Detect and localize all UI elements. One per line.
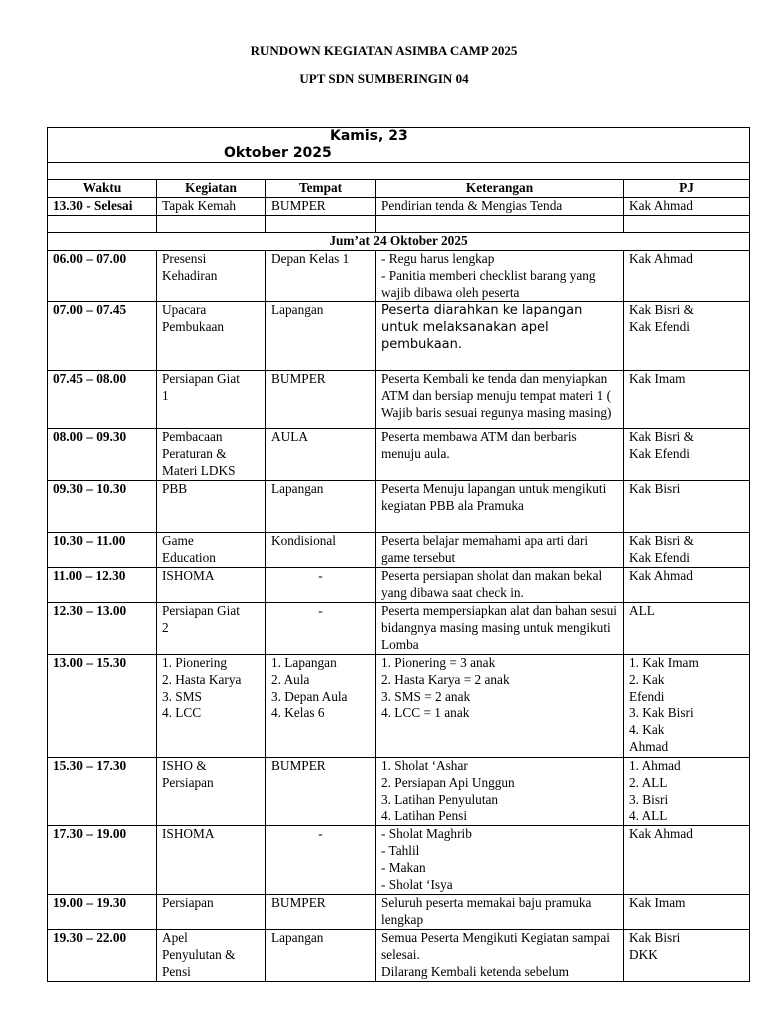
cell-pj: Kak Imam: [624, 371, 750, 429]
cell-tempat: Depan Kelas 1: [266, 250, 376, 302]
day1-line1: Kamis, 23: [330, 128, 408, 144]
cell-pj: Kak Ahmad: [624, 250, 750, 302]
schedule-table: [47, 127, 750, 982]
cell-tempat: 1. Lapangan 2. Aula 3. Depan Aula 4. Kelas 6: [266, 654, 376, 757]
cell-pj: Kak Bisri & Kak Efendi: [624, 429, 750, 481]
document-subtitle: UPT SDN SUMBERINGIN 04: [299, 71, 469, 86]
table-row: [48, 654, 750, 757]
cell-kegiatan: Persiapan Giat 1: [157, 371, 266, 429]
cell-waktu: 19.00 – 19.30: [48, 894, 157, 929]
col-header-kegiatan: Kegiatan: [157, 180, 266, 198]
cell-keterangan: Pendirian tenda & Mengias Tenda: [376, 197, 624, 215]
cell-tempat: Lapangan: [266, 481, 376, 533]
table-row: [48, 371, 750, 429]
cell-pj: Kak Imam: [624, 894, 750, 929]
cell-kegiatan: ISHO & Persiapan: [157, 757, 266, 826]
table-row: [48, 826, 750, 895]
cell-keterangan: Peserta membawa ATM dan berbaris menuju aula.: [376, 429, 624, 481]
cell-pj: Kak Bisri & Kak Efendi: [624, 302, 750, 371]
col-header-keterangan: Keterangan: [376, 180, 624, 198]
table-row: [48, 757, 750, 826]
empty-row: [48, 163, 750, 180]
empty-row: [48, 215, 750, 232]
col-header-waktu: Waktu: [48, 180, 157, 198]
table-row: [48, 197, 750, 215]
cell-kegiatan: Persiapan Giat 2: [157, 602, 266, 654]
cell-tempat: Lapangan: [266, 302, 376, 371]
document-title: RUNDOWN KEGIATAN ASIMBA CAMP 2025: [250, 43, 518, 58]
cell-waktu: 17.30 – 19.00: [48, 826, 157, 895]
cell-tempat: Lapangan: [266, 929, 376, 981]
table-row: [48, 429, 750, 481]
cell-tempat: -: [266, 602, 376, 654]
cell-keterangan: - Sholat Maghrib - Tahlil - Makan - Sholat ‘Isya: [376, 826, 624, 895]
cell-kegiatan: Upacara Pembukaan: [157, 302, 266, 371]
col-header-tempat: Tempat: [266, 180, 376, 198]
cell-kegiatan: 1. Pionering 2. Hasta Karya 3. SMS 4. LCC: [157, 654, 266, 757]
cell-pj: Kak Ahmad: [624, 826, 750, 895]
cell-keterangan: - Regu harus lengkap - Panitia memberi checklist barang yang wajib dibawa oleh peserta: [376, 250, 624, 302]
cell-tempat: BUMPER: [266, 757, 376, 826]
cell-keterangan: Peserta Kembali ke tenda dan menyiapkan ATM dan bersiap menuju tempat materi 1 ( Wajib baris sesuai regunya masing masing): [376, 371, 624, 429]
cell-pj: Kak Ahmad: [624, 197, 750, 215]
cell-keterangan: Peserta mempersiapkan alat dan bahan sesui bidangnya masing masing untuk mengikuti Lomba: [376, 602, 624, 654]
cell-waktu: 08.00 – 09.30: [48, 429, 157, 481]
table-row: [48, 250, 750, 302]
cell-waktu: 13.00 – 15.30: [48, 654, 157, 757]
cell-kegiatan: Tapak Kemah: [157, 197, 266, 215]
cell-kegiatan: Presensi Kehadiran: [157, 250, 266, 302]
cell-pj: 1. Ahmad 2. ALL 3. Bisri 4. ALL: [624, 757, 750, 826]
column-header-row: [48, 180, 750, 198]
cell-pj: Kak Bisri DKK: [624, 929, 750, 981]
table-row: [48, 602, 750, 654]
cell-tempat: BUMPER: [266, 371, 376, 429]
cell-keterangan: Seluruh peserta memakai baju pramuka lengkap: [376, 894, 624, 929]
cell-keterangan: Peserta persiapan sholat dan makan bekal yang dibawa saat check in.: [376, 567, 624, 602]
day1-heading: [48, 128, 750, 163]
cell-waktu: 11.00 – 12.30: [48, 567, 157, 602]
table-row: [48, 533, 750, 568]
cell-kegiatan: Game Education: [157, 533, 266, 568]
cell-tempat: -: [266, 567, 376, 602]
cell-pj: Kak Bisri: [624, 481, 750, 533]
table-row: [48, 567, 750, 602]
cell-tempat: BUMPER: [266, 894, 376, 929]
day1-header-row: [48, 128, 750, 163]
cell-tempat: BUMPER: [266, 197, 376, 215]
cell-keterangan: Peserta belajar memahami apa arti dari game tersebut: [376, 533, 624, 568]
cell-waktu: 12.30 – 13.00: [48, 602, 157, 654]
table-row: [48, 894, 750, 929]
cell-keterangan: Peserta Menuju lapangan untuk mengikuti kegiatan PBB ala Pramuka: [376, 481, 624, 533]
cell-tempat: AULA: [266, 429, 376, 481]
cell-waktu: 09.30 – 10.30: [48, 481, 157, 533]
cell-waktu: 19.30 – 22.00: [48, 929, 157, 981]
cell-waktu: 13.30 - Selesai: [48, 197, 157, 215]
cell-keterangan: Peserta diarahkan ke lapangan untuk melaksanakan apel pembukaan.: [376, 302, 624, 371]
day2-heading: Jum’at 24 Oktober 2025: [48, 232, 750, 250]
cell-waktu: 15.30 – 17.30: [48, 757, 157, 826]
cell-kegiatan: PBB: [157, 481, 266, 533]
cell-waktu: 07.00 – 07.45: [48, 302, 157, 371]
cell-kegiatan: Persiapan: [157, 894, 266, 929]
cell-waktu: 10.30 – 11.00: [48, 533, 157, 568]
cell-waktu: 07.45 – 08.00: [48, 371, 157, 429]
table-row: [48, 929, 750, 981]
day1-line2: Oktober 2025: [224, 145, 332, 161]
cell-keterangan: 1. Sholat ‘Ashar 2. Persiapan Api Unggun 3. Latihan Penyulutan 4. Latihan Pensi: [376, 757, 624, 826]
cell-pj: Kak Ahmad: [624, 567, 750, 602]
col-header-pj: PJ: [624, 180, 750, 198]
cell-kegiatan: ISHOMA: [157, 826, 266, 895]
table-row: [48, 302, 750, 371]
cell-kegiatan: ISHOMA: [157, 567, 266, 602]
day2-header-row: [48, 232, 750, 250]
cell-tempat: -: [266, 826, 376, 895]
cell-tempat: Kondisional: [266, 533, 376, 568]
cell-kegiatan: Apel Penyulutan & Pensi: [157, 929, 266, 981]
cell-kegiatan: Pembacaan Peraturan & Materi LDKS: [157, 429, 266, 481]
cell-keterangan: 1. Pionering = 3 anak 2. Hasta Karya = 2 anak 3. SMS = 2 anak 4. LCC = 1 anak: [376, 654, 624, 757]
cell-keterangan: Semua Peserta Mengikuti Kegiatan sampai selesai. Dilarang Kembali ketenda sebelum: [376, 929, 624, 981]
cell-pj: Kak Bisri & Kak Efendi: [624, 533, 750, 568]
table-row: [48, 481, 750, 533]
cell-pj: 1. Kak Imam 2. Kak Efendi 3. Kak Bisri 4. Kak Ahmad: [624, 654, 750, 757]
cell-waktu: 06.00 – 07.00: [48, 250, 157, 302]
cell-pj: ALL: [624, 602, 750, 654]
